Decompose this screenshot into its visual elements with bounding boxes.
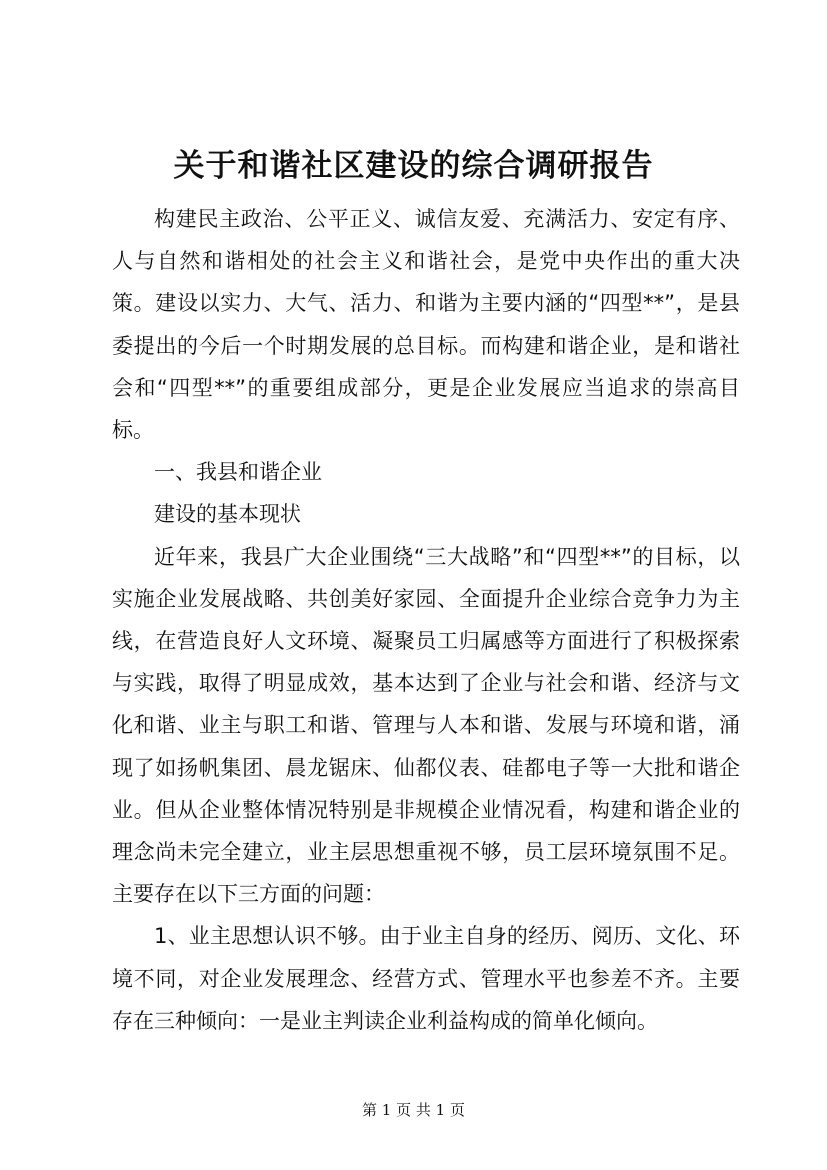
- section-heading: 一、我县和谐企业: [154, 460, 322, 485]
- body-paragraph: 1、业主思想认识不够。由于业主自身的经历、阅历、文化、环境不同，对企业发展理念、经营方式、管理水平也参差不齐。主要存在三种倾向：一是业主判读企业利益构成的简单化倾向。: [112, 924, 740, 1033]
- body-paragraph: 构建民主政治、公平正义、诚信友爱、充满活力、安定有序、人与自然和谐相处的社会主义和谐社会，是党中央作出的重大决策。建设以实力、大气、活力、和谐为主要内涵的“四型**”，是县委提出的今后一个时期发展的总目标。而构建和谐企业，是和谐社会和“四型**”的重要组成部分，更是企业发展应当追求的崇高目标。: [112, 207, 740, 443]
- body-paragraph: 近年来，我县广大企业围绕“三大战略”和“四型**”的目标，以实施企业发展战略、共创美好家园、全面提升企业综合竞争力为主线，在营造良好人文环境、凝聚员工归属感等方面进行了积极探索与实践，取得了明显成效，基本达到了企业与社会和谐、经济与文化和谐、业主与职工和谐、管理与人本和谐、发展与环境和谐，涌现了如扬帆集团、晨龙锯床、仙都仪表、硅都电子等一大批和谐企业。但从企业整体情况特别是非规模企业情况看，构建和谐企业的理念尚未完全建立，业主层思想重视不够，员工层环境氛围不足。主要存在以下三方面的问题：: [112, 544, 740, 907]
- document-title: 关于和谐社区建设的综合调研报告: [173, 148, 654, 184]
- page-footer: 第 1 页 共 1 页: [362, 1101, 465, 1119]
- document-body: [112, 198, 740, 1042]
- section-heading-continuation: 建设的基本现状: [154, 502, 301, 527]
